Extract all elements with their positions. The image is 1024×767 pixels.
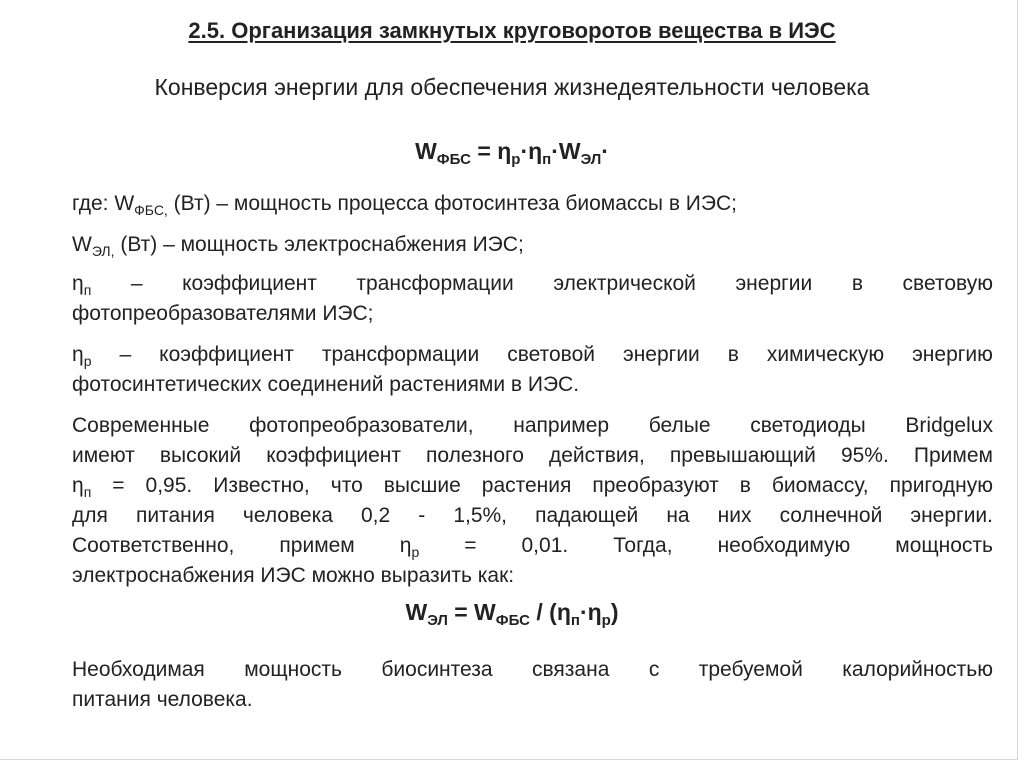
formula-photosynthesis-power: $W_{ФБС} = \eta_р\cdot\eta_п\cdot W_{ЭЛ}\cdot$	[415, 138, 609, 168]
slide-subtitle: Конверсия энергии для обеспечения жизнедеятельности человека	[154, 74, 870, 100]
word: –	[130, 272, 143, 295]
word: связана	[532, 658, 610, 681]
definition-w-fbs: где: $W_{ФБС,}$ (Вт) – мощность процесса фотосинтеза биомассы в ИЭС;	[72, 192, 737, 218]
word: 1,5%,	[453, 504, 508, 527]
word: на	[666, 504, 690, 527]
word: 95%.	[840, 444, 889, 467]
word: имеют	[72, 444, 135, 467]
word: биосинтеза	[381, 658, 493, 681]
word: светодиоды	[750, 414, 866, 437]
paragraph-photoconverters	[72, 411, 993, 591]
word: высшие	[383, 474, 461, 497]
word: для	[72, 504, 108, 527]
word: что	[330, 474, 363, 497]
word: калорийностью	[842, 658, 993, 681]
word: энергии	[735, 272, 813, 295]
definition-eta-n-line-1	[72, 269, 993, 299]
word: 0,2	[360, 504, 391, 527]
word: превышающий	[669, 444, 816, 467]
word: растения	[481, 474, 572, 497]
word: коэффициент	[266, 444, 401, 467]
word: преобразуют	[592, 474, 719, 497]
definition-eta-p-line-2: фотосинтетических соединений растениями в ИЭС.	[72, 373, 580, 396]
word: например	[513, 414, 610, 437]
word: в	[851, 272, 863, 295]
paragraph-line-6: электроснабжения ИЭС можно выразить как:	[72, 564, 515, 587]
paragraph-line-4	[72, 501, 993, 531]
definition-eta-p-line-1	[72, 340, 993, 370]
definition-eta-n	[72, 269, 993, 329]
word: в	[727, 343, 739, 366]
word: необходимую	[717, 534, 851, 557]
word: коэффициент	[182, 272, 317, 295]
word: =	[112, 474, 125, 497]
word: химическую	[766, 343, 885, 366]
word: электрической	[553, 272, 696, 295]
word: падающей	[535, 504, 639, 527]
word: 0,95.	[145, 474, 193, 497]
word: них	[717, 504, 752, 527]
word: Необходимая	[72, 658, 205, 681]
word: Bridgelux	[905, 414, 993, 437]
paragraph-line-2	[72, 441, 993, 471]
word: световую	[902, 272, 993, 295]
definition-eta-p	[72, 340, 993, 400]
word: Соответственно,	[72, 534, 235, 557]
paragraph-line-5	[72, 531, 993, 561]
eta-symbol: $\eta_р$	[399, 534, 420, 560]
paragraph-line-1	[72, 411, 993, 441]
word: биомассу,	[771, 474, 869, 497]
word: солнечной	[779, 504, 883, 527]
word: требуемой	[698, 658, 803, 681]
word: Примем	[913, 444, 993, 467]
word: 0,01.	[521, 534, 569, 557]
word: трансформации	[321, 343, 480, 366]
word: Тогда,	[613, 534, 673, 557]
eta-symbol: $\eta_п$	[72, 272, 92, 298]
word: белые	[648, 414, 711, 437]
word: человека	[242, 504, 333, 527]
slide-title: 2.5. Организация замкнутых круговоротов вещества в ИЭС	[188, 18, 836, 43]
definition-w-el: $W_{ЭЛ,}$ (Вт) – мощность электроснабжения ИЭС;	[72, 233, 524, 259]
word: полезного	[426, 444, 524, 467]
final-line-1	[72, 655, 993, 685]
word: -	[418, 504, 426, 527]
word: примем	[279, 534, 355, 557]
word: Современные	[72, 414, 210, 437]
word: энергии.	[910, 504, 993, 527]
word: фотопреобразователи,	[249, 414, 474, 437]
word: мощность	[244, 658, 342, 681]
word: питания	[135, 504, 215, 527]
eta-symbol: $\eta_п$	[72, 474, 92, 500]
word: действия,	[548, 444, 645, 467]
word: пригодную	[889, 474, 993, 497]
word: в	[739, 474, 751, 497]
eta-symbol: $\eta_р$	[72, 343, 92, 369]
word: световой	[507, 343, 595, 366]
word: Известно,	[213, 474, 310, 497]
paragraph-biosynthesis	[72, 655, 993, 715]
word: –	[119, 343, 132, 366]
word: коэффициент	[159, 343, 294, 366]
formula-electric-power: $W_{ЭЛ} = W_{ФБС} / (\eta_п\cdot\eta_р)$	[405, 599, 619, 629]
word: трансформации	[356, 272, 514, 295]
final-line-2: питания человека.	[72, 688, 253, 711]
word: =	[464, 534, 477, 557]
definition-eta-n-line-2: фотопреобразователями ИЭС;	[72, 302, 374, 325]
word: высокий	[159, 444, 242, 467]
word: с	[648, 658, 660, 681]
word: энергию	[912, 343, 993, 366]
word: энергии	[622, 343, 700, 366]
word: мощность	[895, 534, 993, 557]
paragraph-line-3	[72, 471, 993, 501]
